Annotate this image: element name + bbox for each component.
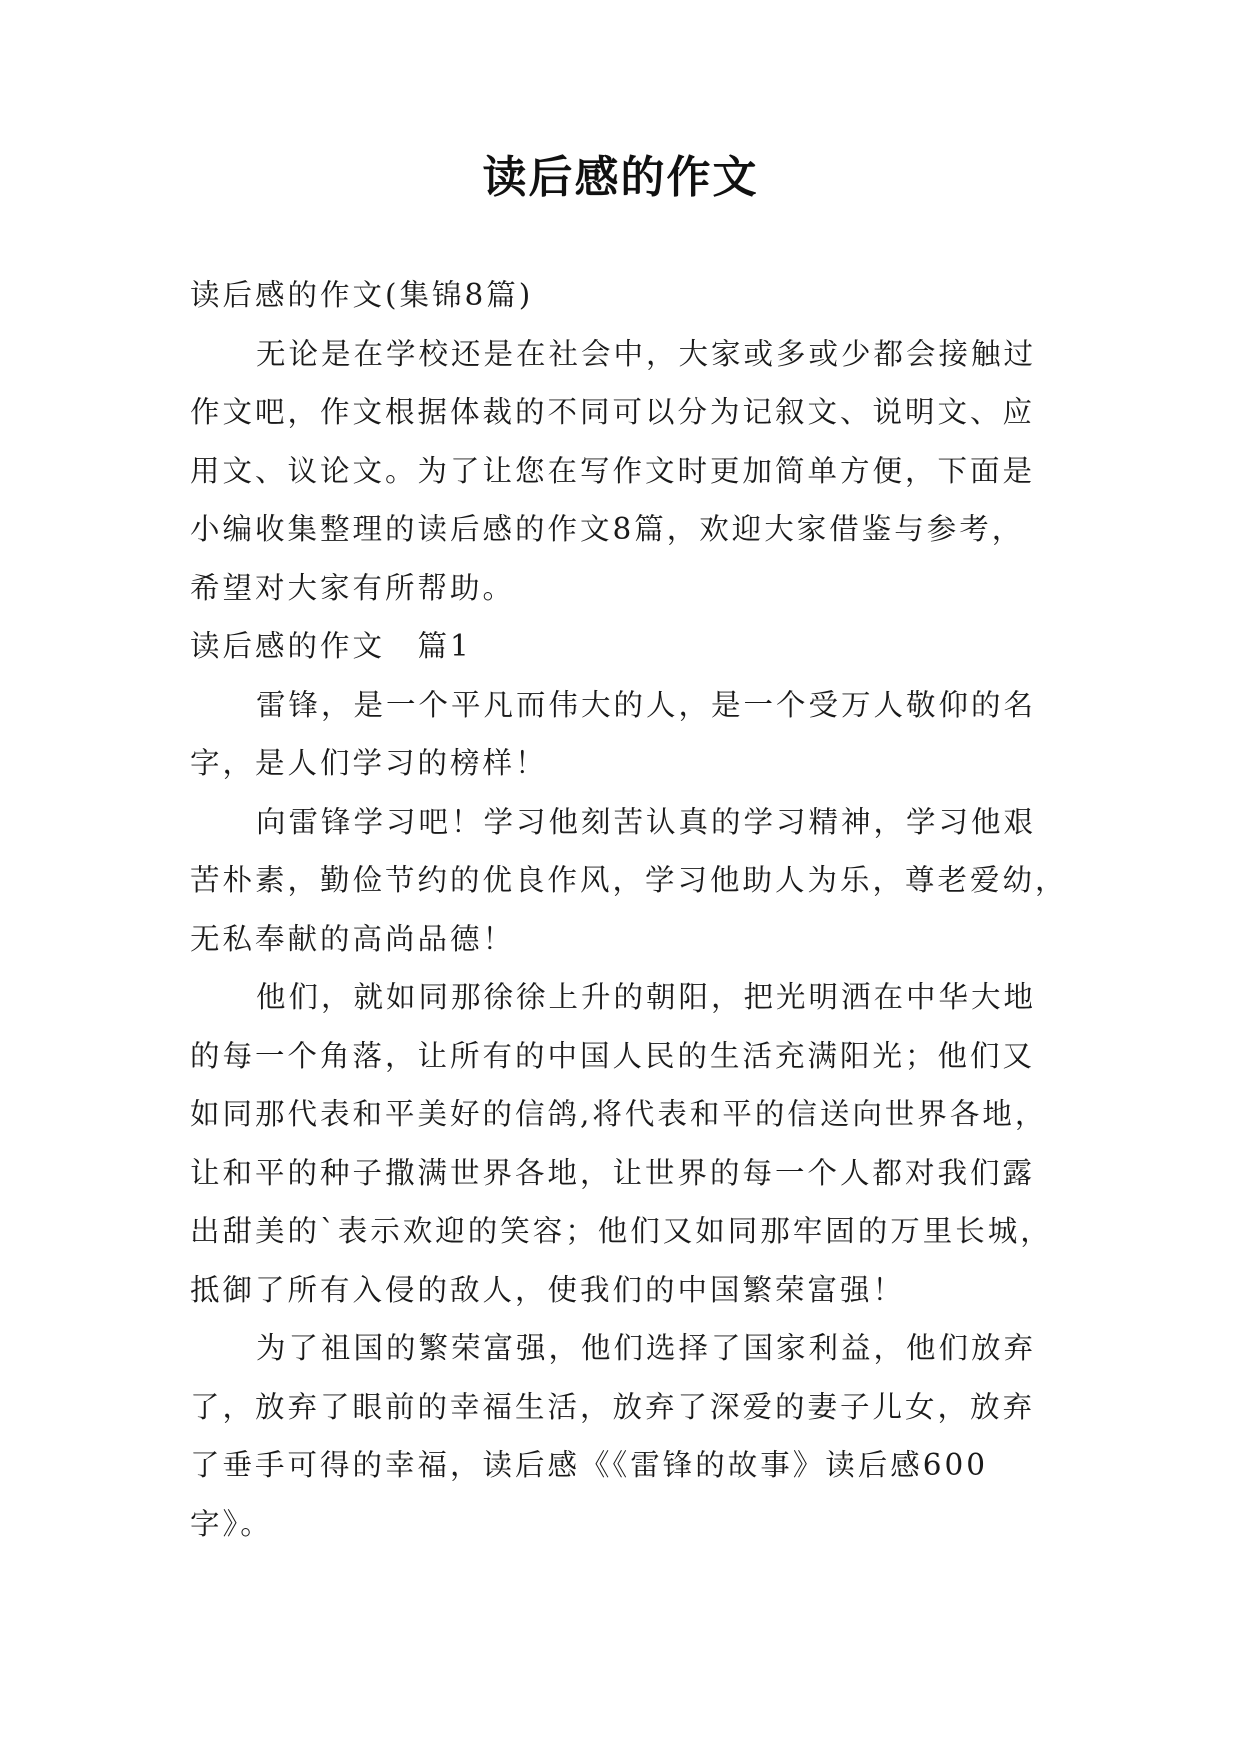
- intro-paragraph-line: 希望对大家有所帮助。: [190, 570, 516, 605]
- intro-paragraph-line: 作文吧，作文根据体裁的不同可以分为记叙文、说明文、应: [190, 395, 1036, 429]
- section-heading: 读后感的作文 篇1: [190, 629, 472, 663]
- paragraph-line: 的每一个角落，让所有的中国人民的生活充满阳光；他们又: [190, 1038, 1036, 1073]
- paragraph-line: 向雷锋学习吧！学习他刻苦认真的学习精神，学习他艰: [256, 804, 1037, 839]
- document-title: 读后感的作文: [482, 152, 759, 203]
- paragraph-line: 让和平的种子撒满世界各地，让世界的每一个人都对我们露: [190, 1155, 1036, 1190]
- intro-paragraph-line: 用文、议论文。为了让您在写作文时更加简单方便，下面是: [190, 453, 1036, 488]
- paragraph-line: 字》。: [190, 1506, 273, 1541]
- paragraph-line: 他们，就如同那徐徐上升的朝阳，把光明洒在中华大地: [256, 980, 1037, 1014]
- paragraph-line: 如同那代表和平美好的信鸽,将代表和平的信送向世界各地，: [190, 1097, 1048, 1131]
- paragraph-line: 抵御了所有入侵的敌人，使我们的中国繁荣富强！: [190, 1272, 906, 1307]
- subtitle-line: 读后感的作文(集锦8篇): [190, 278, 534, 312]
- paragraph-line: 雷锋，是一个平凡而伟大的人，是一个受万人敬仰的名: [256, 687, 1037, 722]
- intro-paragraph-line: 无论是在学校还是在社会中，大家或多或少都会接触过: [256, 336, 1037, 371]
- paragraph-line: 了，放弃了眼前的幸福生活，放弃了深爱的妻子儿女，放弃: [190, 1389, 1036, 1424]
- paragraph-line: 出甜美的`表示欢迎的笑容；他们又如同那牢固的万里长城，: [190, 1214, 1053, 1248]
- document-body: [190, 266, 1066, 1553]
- intro-paragraph-line: 小编收集整理的读后感的作文8篇，欢迎大家借鉴与参考，: [190, 512, 1025, 546]
- paragraph-line: 了垂手可得的幸福，读后感《《雷锋的故事》读后感600: [190, 1448, 989, 1482]
- paragraph-line: 字，是人们学习的榜样！: [190, 746, 548, 780]
- paragraph-line: 无私奉献的高尚品德！: [190, 921, 516, 956]
- paragraph-line: 为了祖国的繁荣富强，他们选择了国家利益，他们放弃: [256, 1331, 1037, 1365]
- paragraph-line: 苦朴素，勤俭节约的优良作风，学习他助人为乐，尊老爱幼，: [190, 863, 1068, 897]
